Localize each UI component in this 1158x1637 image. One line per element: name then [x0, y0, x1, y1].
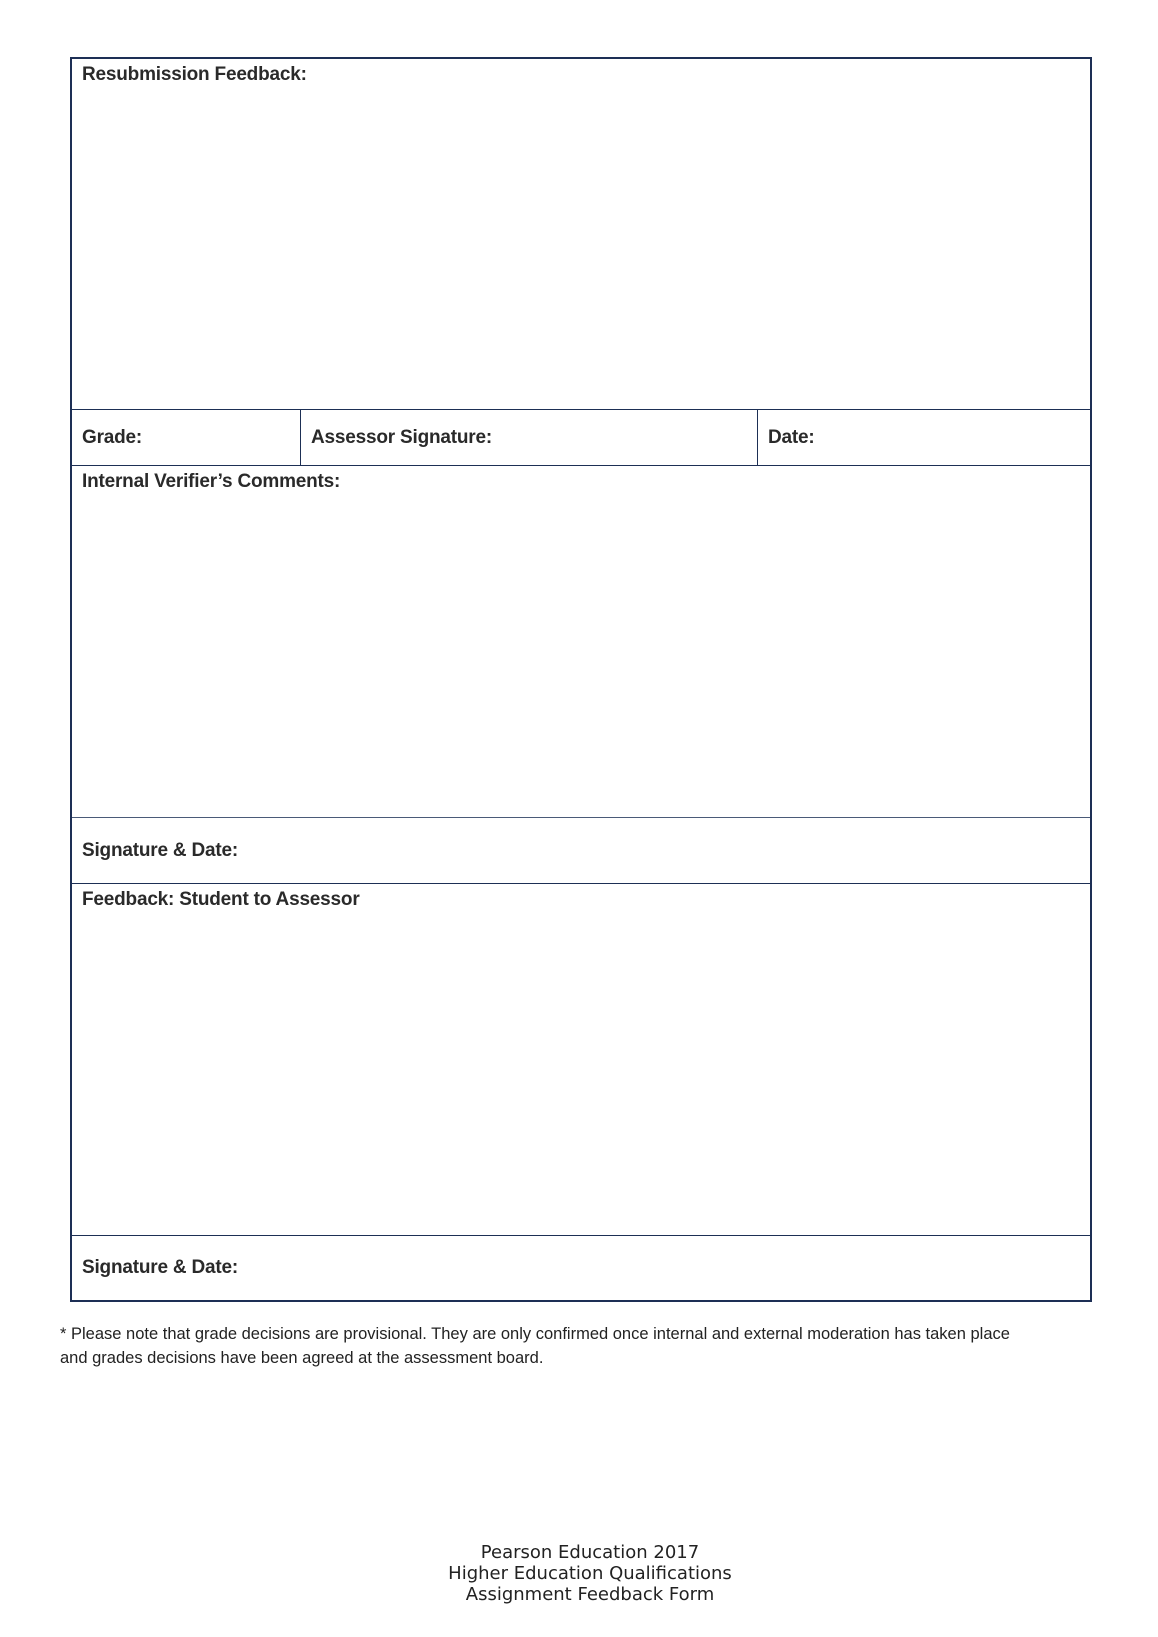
date-field[interactable] — [758, 410, 1090, 465]
footer-qualification: Higher Education Qualifications — [448, 1563, 732, 1584]
signature-date-label: Signature & Date: — [82, 839, 239, 861]
page-footer — [0, 1542, 1158, 1605]
footer-publisher: Pearson Education 2017 — [480, 1542, 700, 1563]
internal-verifier-comments-section[interactable] — [72, 466, 1090, 818]
assessor-signature-label: Assessor Signature: — [311, 426, 492, 448]
resubmission-feedback-label: Resubmission Feedback: — [82, 64, 307, 85]
feedback-form — [70, 57, 1092, 1302]
provisional-grade-note — [60, 1322, 1100, 1370]
verifier-signature-date-field[interactable] — [72, 818, 1090, 884]
resubmission-feedback-section[interactable] — [72, 59, 1090, 410]
grade-label: Grade: — [82, 426, 143, 448]
student-signature-date-field[interactable] — [72, 1236, 1090, 1300]
date-label: Date: — [768, 426, 815, 448]
grade-signature-row — [72, 410, 1090, 466]
note-line: and grades decisions have been agreed at the assessment board. — [60, 1349, 544, 1367]
footer-form-name: Assignment Feedback Form — [465, 1584, 715, 1605]
internal-verifier-label: Internal Verifier’s Comments: — [82, 471, 341, 492]
signature-date-label: Signature & Date: — [82, 1257, 239, 1278]
student-feedback-section[interactable] — [72, 884, 1090, 1236]
note-line: * Please note that grade decisions are provisional. They are only confirmed once internal and external moderation has taken place — [60, 1325, 1010, 1343]
student-feedback-label: Feedback: Student to Assessor — [82, 889, 360, 910]
assessor-signature-field[interactable] — [301, 410, 758, 465]
grade-field[interactable] — [72, 410, 301, 465]
